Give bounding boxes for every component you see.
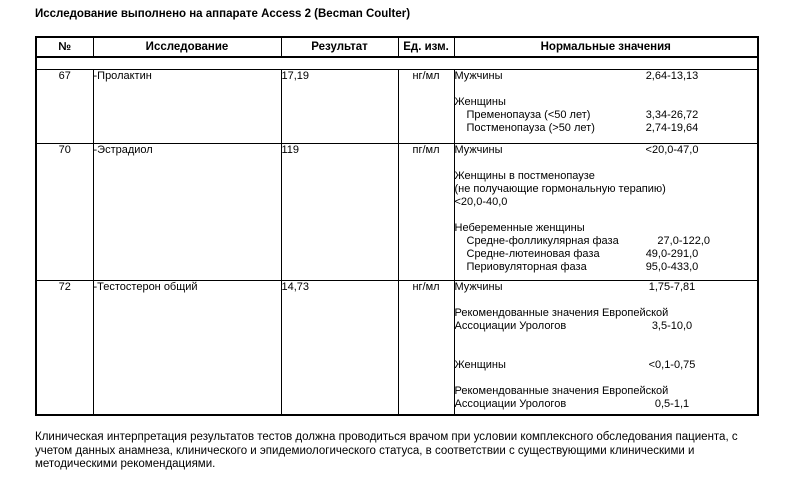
- norm-line: [455, 385, 758, 398]
- norm-line: [455, 144, 758, 157]
- norm-line: [455, 70, 758, 83]
- norm-line: [455, 333, 758, 346]
- norm-value: 27,0-122,0: [657, 234, 711, 247]
- unit-label: нг/мл: [398, 280, 454, 415]
- norm-label: <20,0-40,0: [454, 195, 508, 208]
- table-row: [36, 143, 758, 280]
- norm-label: (не получающие гормональную терапию): [454, 182, 666, 195]
- norm-value: <20,0-47,0: [645, 143, 699, 156]
- norm-line: [455, 320, 758, 333]
- norm-line: [455, 248, 758, 261]
- norm-label: Средне-фолликулярная фаза: [466, 234, 619, 247]
- norm-label: Женщины в постменопаузе: [454, 169, 595, 182]
- norm-label: Периовуляторная фаза: [466, 260, 587, 273]
- norm-line: [455, 109, 758, 122]
- norms-cell: [454, 280, 758, 415]
- table-row: [36, 280, 758, 415]
- norm-line: [455, 96, 758, 109]
- norm-label: Рекомендованные значения Европейской: [454, 306, 669, 319]
- norm-line: [455, 196, 758, 209]
- row-number: 67: [36, 69, 93, 143]
- header-result: Результат: [281, 37, 398, 57]
- norm-line: [455, 209, 758, 222]
- test-name: -Эстрадиол: [93, 143, 281, 280]
- norm-label: Мужчины: [454, 69, 503, 82]
- norm-value: 1,75-7,81: [648, 280, 696, 293]
- norm-line: [455, 359, 758, 372]
- norm-label: Мужчины: [454, 143, 503, 156]
- norm-value: 49,0-291,0: [645, 247, 699, 260]
- norm-line: [455, 372, 758, 385]
- unit-label: нг/мл: [398, 69, 454, 143]
- spacer-cell: [36, 57, 758, 69]
- norm-line: [455, 346, 758, 359]
- norm-label: Женщины: [454, 95, 506, 108]
- header-test: Исследование: [93, 37, 281, 57]
- norm-value: 95,0-433,0: [645, 260, 699, 273]
- table-row: [36, 69, 758, 143]
- norm-value: 2,64-13,13: [645, 69, 699, 82]
- norm-label: Ассоциации Урологов: [454, 397, 567, 410]
- norm-line: [455, 307, 758, 320]
- norm-value: 0,5-1,1: [654, 397, 690, 410]
- norm-line: [455, 170, 758, 183]
- row-number: 70: [36, 143, 93, 280]
- norm-line: [455, 222, 758, 235]
- norm-label: Пременопауза (<50 лет): [466, 108, 591, 121]
- norm-line: [455, 235, 758, 248]
- table-header-row: [36, 37, 758, 57]
- norm-line: [455, 294, 758, 307]
- norm-line: [455, 261, 758, 274]
- result-value: 119: [281, 143, 398, 280]
- norm-value: 3,34-26,72: [645, 108, 699, 121]
- norm-label: Мужчины: [454, 280, 503, 293]
- header-num: №: [36, 37, 93, 57]
- test-name: -Тестостерон общий: [93, 280, 281, 415]
- row-number: 72: [36, 280, 93, 415]
- results-table: [35, 36, 759, 416]
- norm-label: Женщины: [454, 358, 506, 371]
- norms-cell: [454, 143, 758, 280]
- test-name: -Пролактин: [93, 69, 281, 143]
- clinical-interpretation-note: Клиническая интерпретация результатов тестов должна проводиться врачом при условии комплексного обследования пациента, с учетом данных анамнеза, клинического и эпидемиологического статуса, в соответствии с существующими клиническими и методическими рекомендациями.: [35, 431, 738, 470]
- norm-label: Небеременные женщины: [454, 221, 585, 234]
- norm-line: [455, 183, 758, 196]
- norms-cell: [454, 69, 758, 143]
- norm-label: Ассоциации Урологов: [454, 319, 567, 332]
- header-norms: Нормальные значения: [454, 37, 758, 57]
- result-value: 17,19: [281, 69, 398, 143]
- norm-value: 3,5-10,0: [651, 319, 693, 332]
- norm-label: Средне-лютеиновая фаза: [466, 247, 600, 260]
- unit-label: пг/мл: [398, 143, 454, 280]
- norm-label: Рекомендованные значения Европейской: [454, 384, 669, 397]
- result-value: 14,73: [281, 280, 398, 415]
- norm-label: Постменопауза (>50 лет): [466, 121, 595, 134]
- norm-line: [455, 281, 758, 294]
- norm-value: 2,74-19,64: [645, 121, 699, 134]
- page-title: Исследование выполнено на аппарате Access 2 (Becman Coulter): [35, 8, 411, 20]
- header-unit: Ед. изм.: [398, 37, 454, 57]
- norm-line: [455, 398, 758, 411]
- norm-line: [455, 122, 758, 135]
- norm-line: [455, 157, 758, 170]
- spacer-row: [36, 57, 758, 69]
- norm-line: [455, 83, 758, 96]
- norm-value: <0,1-0,75: [648, 358, 696, 371]
